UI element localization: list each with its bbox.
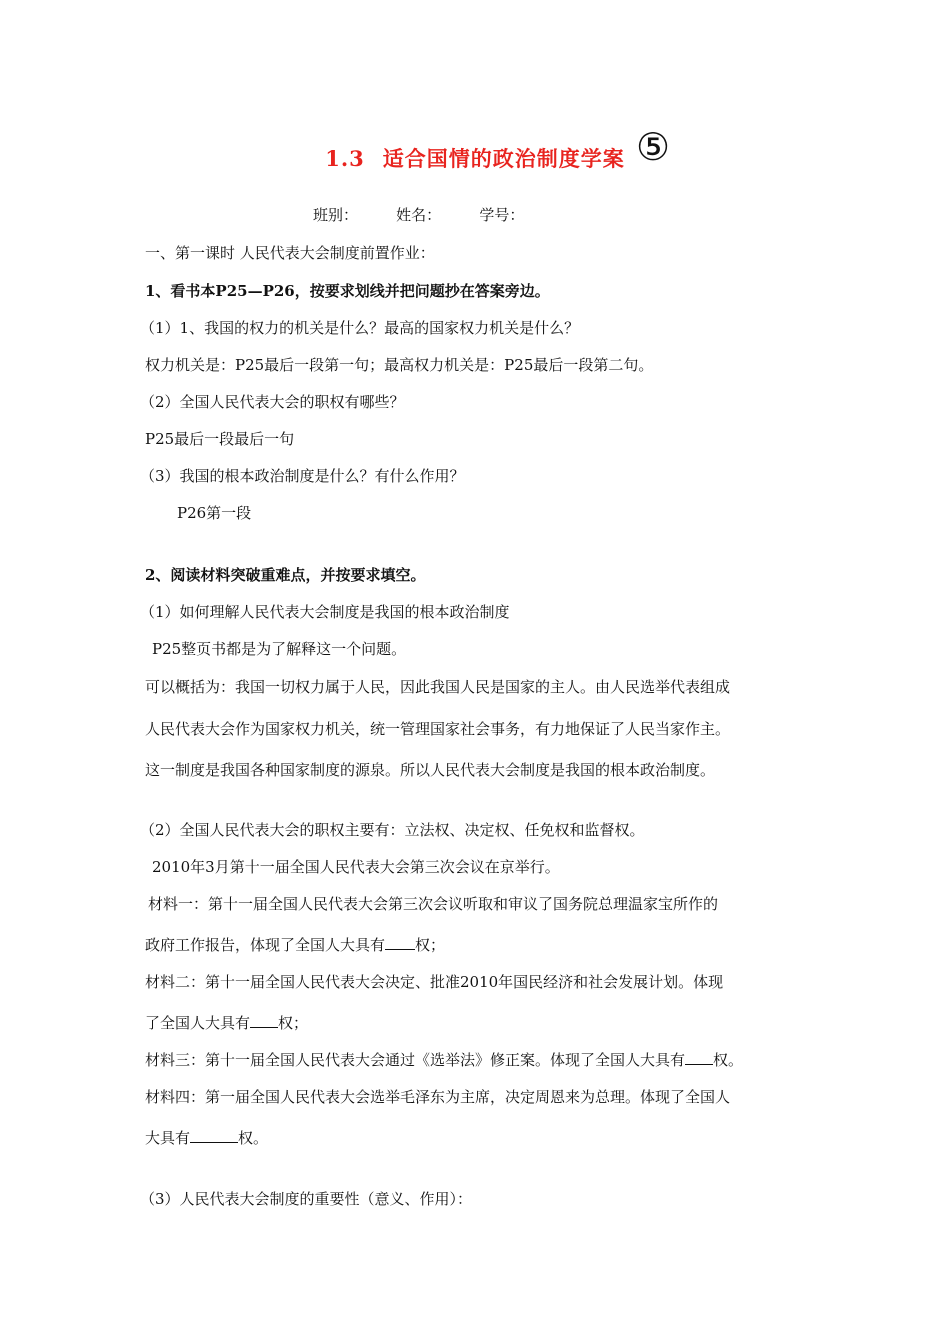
fill-blank[interactable]	[190, 1128, 238, 1143]
name-label: 姓名：	[396, 206, 442, 224]
s2-question-1: （1）如何理解人民代表大会制度是我国的根本政治制度	[140, 603, 510, 621]
fill-blank[interactable]	[385, 935, 415, 950]
student-info-line	[313, 204, 524, 225]
question-2: （2）全国人民代表大会的职权有哪些？	[140, 393, 405, 411]
answer-2: P25最后一段最后一句	[145, 430, 295, 448]
fill-blank[interactable]	[685, 1050, 713, 1065]
material-1-line-2: 政府工作报告，体现了全国人大具有 权；	[145, 936, 446, 954]
s2-question-2: （2）全国人民代表大会的职权主要有：立法权、决定权、任免权和监督权。	[140, 821, 645, 839]
fill-blank[interactable]	[250, 1013, 278, 1028]
material-4-line-2: 大具有 权。	[145, 1129, 269, 1147]
answer-1: 权力机关是：P25最后一段第一句；最高权力机关是：P25最后一段第二句。	[145, 356, 654, 374]
paragraph-line-3: 这一制度是我国各种国家制度的源泉。所以人民代表大会制度是我国的根本政治制度。	[145, 761, 716, 779]
task-1-heading: 1、看书本P25—P26，按要求划线并把问题抄在答案旁边。	[145, 282, 550, 300]
s2-answer-1: P25整页书都是为了解释这一个问题。	[152, 640, 407, 658]
question-3: （3）我国的根本政治制度是什么？有什么作用？	[140, 467, 465, 485]
material-2-line-2: 了全国人大具有 权；	[145, 1014, 309, 1032]
session-intro: 2010年3月第十一届全国人民代表大会第三次会议在京举行。	[152, 858, 560, 876]
paragraph-line-1: 可以概括为：我国一切权力属于人民，因此我国人民是国家的主人。由人民选举代表组成	[145, 678, 731, 696]
s2-question-3: （3）人民代表大会制度的重要性（意义、作用）：	[140, 1190, 473, 1208]
section-heading: 一、第一课时 人民代表大会制度前置作业：	[145, 244, 435, 262]
student-id-label: 学号：	[479, 206, 525, 224]
page-title	[0, 143, 950, 173]
circled-number-icon: ⑤	[636, 125, 671, 169]
material-2-line-1: 材料二：第十一届全国人民代表大会决定、批准2010年国民经济和社会发展计划。体现	[145, 973, 724, 991]
title-number: 1.3	[325, 146, 365, 171]
title-text: 适合国情的政治制度学案	[382, 146, 625, 171]
class-label: 班别：	[313, 206, 359, 224]
question-1: （1）1、我国的权力的机关是什么？最高的国家权力机关是什么？	[140, 319, 580, 337]
task-2-heading: 2、阅读材料突破重难点，并按要求填空。	[145, 566, 426, 584]
material-3-line: 材料三：第十一届全国人民代表大会通过《选举法》修正案。体现了全国人大具有 权。	[145, 1051, 744, 1069]
paragraph-line-2: 人民代表大会作为国家权力机关，统一管理国家社会事务，有力地保证了人民当家作主。	[145, 720, 731, 738]
material-4-line-1: 材料四：第一届全国人民代表大会选举毛泽东为主席，决定周恩来为总理。体现了全国人	[145, 1088, 731, 1106]
answer-3: P26第一段	[177, 504, 252, 522]
material-1-line-1: 材料一：第十一届全国人民代表大会第三次会议听取和审议了国务院总理温家宝所作的	[148, 895, 719, 913]
